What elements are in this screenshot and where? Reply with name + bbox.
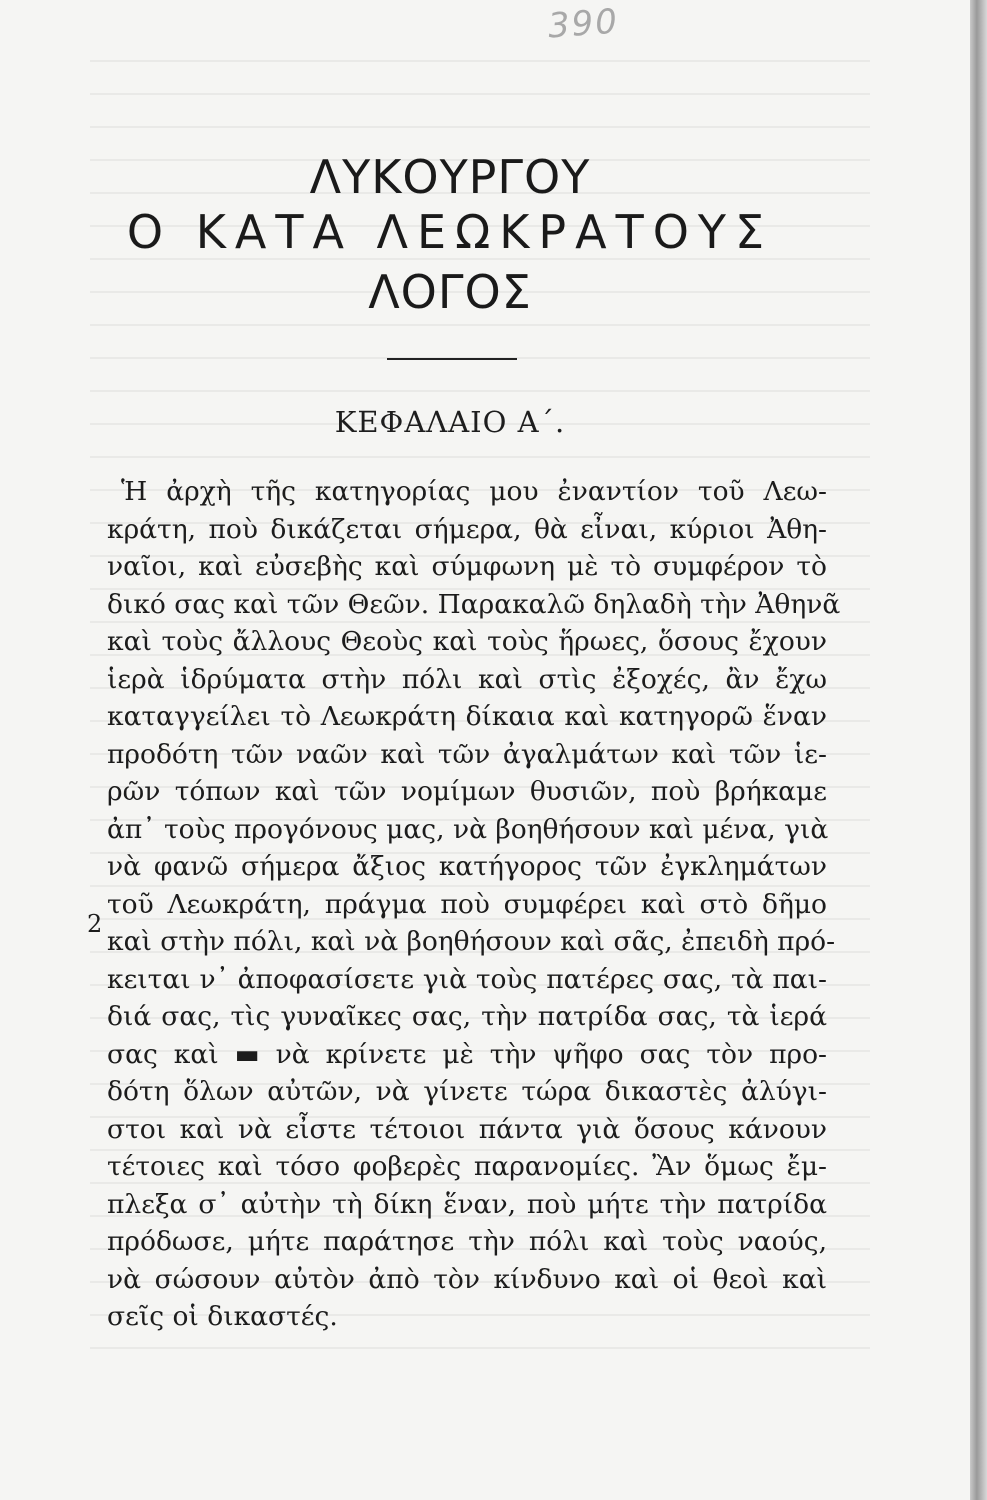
text-line: κειται ν᾽ ἀποφασίσετε γιὰ τοὺς πατέρες σας, τὰ παι- bbox=[107, 963, 827, 995]
text-line: ναῖοι, καὶ εὐσεβὴς καὶ σύμφωνη μὲ τὸ συμφέρον τὸ bbox=[107, 551, 827, 582]
title-divider bbox=[387, 358, 517, 360]
text-line: ἱερὰ ἱδρύματα στὴν πόλι καὶ στὶς ἐξοχές, ἂν ἔχω bbox=[107, 663, 827, 695]
text-line: ἀπ᾽ τοὺς προγόνους μας, νὰ βοηθήσουν καὶ μένα, γιὰ bbox=[107, 813, 829, 845]
text-line: προδότη τῶν ναῶν καὶ τῶν ἀγαλμάτων καὶ τῶν ἱε- bbox=[107, 738, 827, 770]
scan-page-edge bbox=[970, 0, 987, 1500]
text-line-last: σεῖς οἱ δικαστές. bbox=[107, 1301, 338, 1332]
author-title: ΛΥΚΟΥΡΓΟΥ bbox=[309, 150, 591, 204]
text-line: τέτοιες καὶ τόσο φοβερὲς παρανομίες. Ἂν ὅμως ἔμ- bbox=[107, 1151, 827, 1182]
text-line: δικό σας καὶ τῶν Θεῶν. Παρακαλῶ δηλαδὴ τὴν Ἀθηνᾶ bbox=[107, 588, 841, 620]
text-line: καταγγείλει τὸ Λεωκράτη δίκαια καὶ κατηγορῶ ἕναν bbox=[107, 701, 827, 732]
text-line: κράτη, ποὺ δικάζεται σήμερα, θὰ εἶναι, κύριοι Ἀθη- bbox=[107, 513, 827, 545]
text-line: τοῦ Λεωκράτη, πράγμα ποὺ συμφέρει καὶ στὸ δῆμο bbox=[107, 888, 827, 920]
text-line: νὰ φανῶ σήμερα ἄξιος κατήγορος τῶν ἐγκλημάτων bbox=[107, 851, 827, 882]
pencil-page-annotation: 390 bbox=[546, 1, 621, 47]
text-line: καὶ τοὺς ἄλλους Θεοὺς καὶ τοὺς ἥρωες, ὅσους ἔχουν bbox=[107, 626, 827, 657]
text-line: διά σας, τὶς γυναῖκες σας, τὴν πατρίδα σας, τὰ ἱερά bbox=[107, 1001, 827, 1032]
text-line: σας καὶ ▬ νὰ κρίνετε μὲ τὴν ψῆφο σας τὸν προ- bbox=[107, 1038, 827, 1070]
section-margin-number: 2 bbox=[87, 910, 103, 938]
chapter-heading: ΚΕΦΑΛΑΙΟ Α΄. bbox=[334, 405, 566, 439]
text-line: καὶ στὴν πόλι, καὶ νὰ βοηθήσουν καὶ σᾶς, ἐπειδὴ πρό- bbox=[107, 926, 836, 957]
text-line: Ἡ ἀρχὴ τῆς κατηγορίας μου ἐναντίον τοῦ Λεω- bbox=[121, 476, 827, 507]
text-line: πλεξα σ᾽ αὐτὴν τὴ δίκη ἕναν, ποὺ μήτε τὴν πατρίδα bbox=[107, 1188, 827, 1220]
speech-title-word: ΛΟΓΟΣ bbox=[368, 265, 532, 319]
text-line: ρῶν τόπων καὶ τῶν νομίμων θυσιῶν, ποὺ βρήκαμε bbox=[107, 776, 827, 807]
body-text bbox=[107, 473, 841, 1336]
text-line: νὰ σώσουν αὐτὸν ἀπὸ τὸν κίνδυνο καὶ οἱ θεοὶ καὶ bbox=[107, 1263, 827, 1295]
text-line: πρόδωσε, μήτε παράτησε τὴν πόλι καὶ τοὺς ναούς, bbox=[107, 1226, 827, 1257]
text-line: δότη ὅλων αὐτῶν, νὰ γίνετε τώρα δικαστὲς ἀλύγι- bbox=[107, 1076, 827, 1107]
speech-title: Ο ΚΑΤΑ ΛΕΩΚΡΑΤΟΥΣ bbox=[126, 205, 774, 259]
text-line: στοι καὶ νὰ εἶστε τέτοιοι πάντα γιὰ ὅσους κάνουν bbox=[107, 1113, 827, 1145]
